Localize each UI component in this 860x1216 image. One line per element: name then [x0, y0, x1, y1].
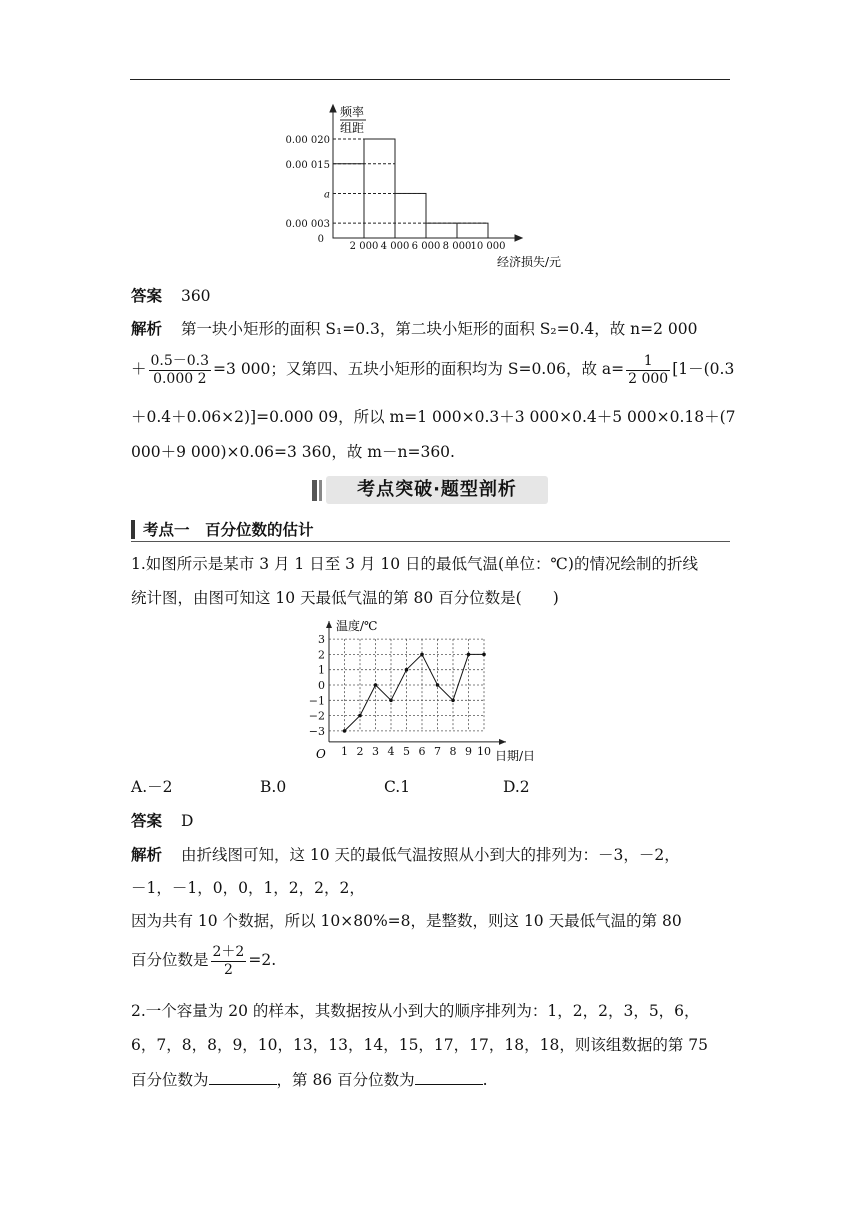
line-chart-x-tick-label: 3 — [372, 744, 379, 758]
answer-1-value: 360 — [180, 287, 211, 305]
answer-blank-2[interactable] — [415, 1068, 483, 1085]
analysis-1-text-2b: =3 000；又第四、五块小矩形的面积均为 S=0.06，故 a= — [213, 360, 625, 378]
line-chart-x-axis-arrow — [499, 739, 506, 745]
analysis-1-text-1: 第一块小矩形的面积 S₁=0.3，第二块小矩形的面积 S₂=0.4，故 n=2 000 — [180, 320, 698, 338]
hist-x-tick-label: 2 000 — [349, 241, 379, 252]
fraction-2-denominator: 2 000 — [628, 370, 669, 387]
hist-ylabel-top: 频率 — [340, 105, 365, 119]
line-chart-x-tick-label: 8 — [449, 744, 457, 758]
line-chart-point — [374, 683, 378, 687]
banner-bar-dark — [312, 480, 317, 501]
line-chart-x-tick-label: 2 — [356, 744, 364, 758]
question-2-line-2: 6，7，8，8，9，10，13，13，14，15，17，17，18，18，则该组数据的第 75 — [131, 1036, 708, 1054]
hist-bar — [426, 223, 457, 238]
analysis-2-label: 解析 — [131, 846, 163, 864]
line-chart-x-tick-label: 6 — [418, 744, 426, 758]
hist-y-tick-label: a — [324, 189, 330, 201]
question-2-text-3c: . — [482, 1071, 488, 1089]
analysis-2-line-2: －1，－1，0，0，1，2，2，2， — [131, 879, 365, 897]
fraction-3-numerator: 2＋2 — [212, 943, 245, 960]
line-chart-point — [405, 668, 409, 672]
banner-title: 考点突破·题型剖析 — [326, 476, 548, 504]
question-1-line-1: 1.如图所示是某市 3 月 1 日至 3 月 10 日的最低气温(单位：℃)的情况绘制的折线 — [131, 555, 698, 573]
line-chart-y-tick-label: −2 — [308, 709, 325, 723]
answer-2-value: D — [180, 812, 194, 830]
line-chart-point — [451, 699, 455, 703]
answer-1 — [131, 285, 211, 307]
analysis-1-text-2a: ＋ — [131, 360, 147, 378]
line-chart-x-tick-label: 7 — [434, 744, 441, 758]
line-chart-x-tick-label: 10 — [477, 744, 491, 758]
section-underline — [131, 541, 730, 542]
line-chart-y-tick-label: 3 — [318, 633, 325, 647]
question-2-line-3 — [131, 1068, 488, 1091]
analysis-2-line-1 — [131, 844, 680, 866]
banner-bar-light — [319, 480, 322, 501]
line-chart-point — [467, 653, 471, 657]
line-chart-xlabel: 日期/日 — [495, 749, 536, 763]
option-b: B.0 — [260, 778, 287, 796]
analysis-1-line-2 — [131, 352, 734, 388]
analysis-1-label: 解析 — [131, 320, 163, 338]
line-chart-y-tick-label: 2 — [318, 648, 325, 662]
answer-2 — [131, 810, 193, 832]
question-1-line-2: 统计图，由图可知这 10 天最低气温的第 80 百分位数是( ) — [131, 589, 559, 607]
line-chart-y-tick-label: −1 — [308, 694, 325, 708]
line-chart-y-tick-label: 1 — [318, 663, 325, 677]
line-chart-x-tick-label: 1 — [341, 744, 348, 758]
option-a: A.－2 — [131, 778, 173, 796]
hist-x-axis-arrow — [515, 235, 522, 241]
question-2-line-1: 2.一个容量为 20 的样本，其数据按从小到大的顺序排列为：1，2，2，3，5，6， — [131, 1002, 700, 1020]
fraction-1-denominator: 0.000 2 — [153, 370, 207, 387]
section-marker — [131, 520, 135, 539]
fraction-1-numerator: 0.5－0.3 — [150, 352, 210, 369]
section-banner — [312, 475, 550, 505]
analysis-2-text-4a: 百分位数是 — [131, 951, 209, 969]
histogram-chart — [285, 100, 590, 272]
fraction-2-numerator: 1 — [626, 353, 670, 371]
hist-x-tick-label: 8 000 — [442, 241, 472, 252]
line-chart-point — [389, 699, 393, 703]
analysis-2-text-4b: =2. — [248, 951, 277, 969]
analysis-2-line-4 — [131, 942, 276, 979]
line-chart-point — [343, 729, 347, 733]
analysis-1-line-4: 000＋9 000)×0.06=3 360，故 m－n=360. — [131, 443, 455, 461]
hist-y-tick-label: 0.00 015 — [285, 159, 330, 171]
analysis-2-text-1: 由折线图可知，这 10 天的最低气温按照从小到大的排列为：－3，－2， — [180, 846, 680, 864]
hist-y-axis-arrow — [330, 105, 336, 112]
fraction-2 — [626, 353, 670, 388]
hist-x-tick-label: 6 000 — [411, 241, 441, 252]
header-rule — [130, 79, 730, 80]
hist-ylabel-bottom: 组距 — [340, 121, 365, 135]
answer-1-label: 答案 — [131, 287, 163, 305]
analysis-1-text-2c: [1－(0.3 — [672, 360, 735, 378]
line-chart-y-axis-arrow — [326, 621, 332, 628]
line-chart-point — [420, 653, 424, 657]
line-chart-series-line — [345, 654, 485, 731]
answer-blank-1[interactable] — [209, 1068, 277, 1085]
hist-y-tick-label: 0.00 020 — [285, 135, 330, 146]
fraction-3 — [211, 944, 247, 979]
line-chart-point — [436, 683, 440, 687]
line-chart-point — [358, 714, 362, 718]
line-chart-x-tick-label: 4 — [387, 744, 395, 758]
hist-bar — [333, 164, 364, 238]
line-chart-point — [482, 653, 486, 657]
line-chart-y-tick-label: 0 — [318, 679, 325, 692]
line-chart-x-tick-label: 5 — [403, 744, 410, 758]
analysis-1-line-3: ＋0.4＋0.06×2)]=0.000 09，所以 m=1 000×0.3＋3 000×0.4＋5 000×0.18＋(7 — [131, 408, 736, 426]
hist-bar — [457, 223, 488, 238]
hist-x-tick-label: 4 000 — [380, 241, 410, 252]
analysis-2-line-3: 因为共有 10 个数据，所以 10×80%=8，是整数，则这 10 天最低气温的第 80 — [131, 912, 682, 930]
fraction-1 — [149, 353, 212, 388]
hist-bar — [395, 193, 426, 238]
line-chart-x-tick-label: 9 — [465, 744, 472, 758]
option-d: D.2 — [503, 778, 530, 796]
section-heading — [131, 518, 730, 542]
line-chart-ylabel: 温度/℃ — [336, 619, 378, 633]
fraction-3-denominator: 2 — [223, 961, 233, 978]
section-title: 考点一 百分位数的估计 — [143, 521, 314, 539]
hist-y-tick-label: 0.00 003 — [285, 219, 330, 231]
hist-y-tick-label: 0 — [317, 234, 324, 245]
question-2-text-3b: ，第 86 百分位数为 — [276, 1071, 415, 1089]
analysis-1-line-1 — [131, 318, 698, 340]
option-c: C.1 — [384, 778, 411, 796]
line-chart-origin: O — [316, 747, 326, 761]
line-chart-y-tick-label: −3 — [308, 724, 325, 738]
hist-x-tick-label: 10 000 — [470, 241, 506, 252]
answer-2-label: 答案 — [131, 812, 163, 830]
line-chart — [303, 618, 553, 770]
question-2-text-3a: 百分位数为 — [131, 1071, 209, 1089]
hist-xlabel: 经济损失/元 — [497, 255, 562, 269]
